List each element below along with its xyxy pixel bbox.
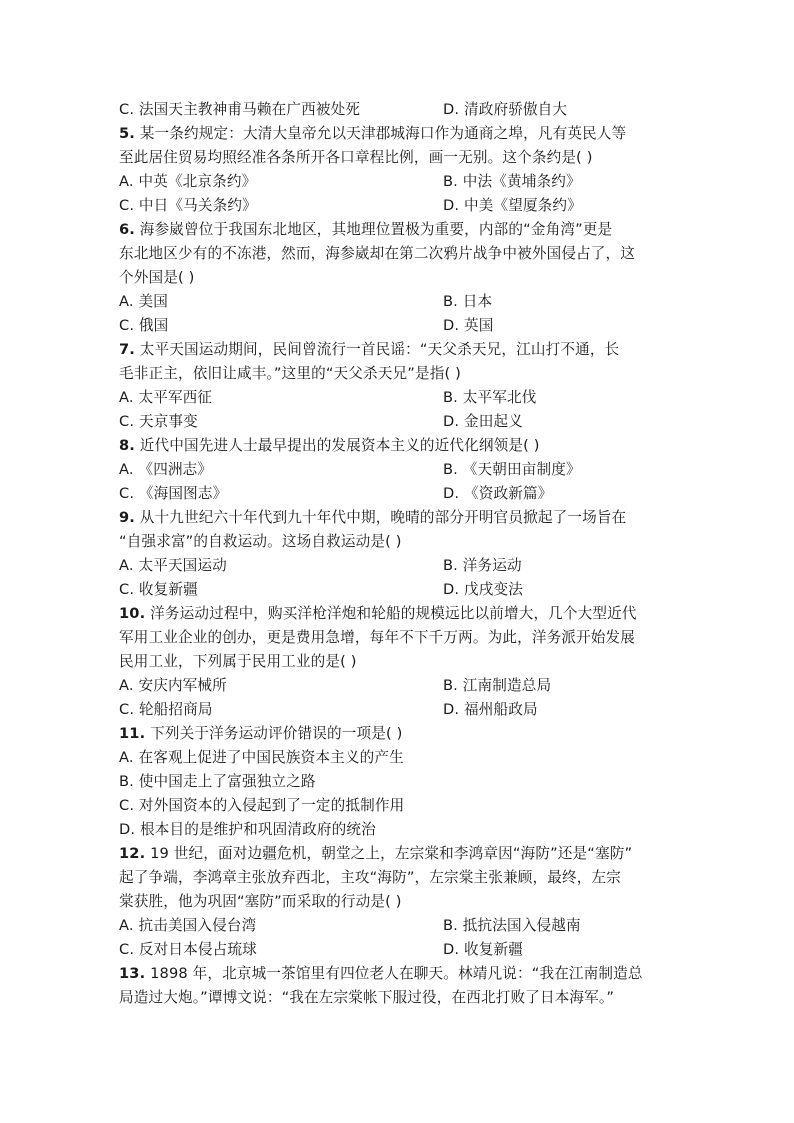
option-left: A. 太平军西征 xyxy=(119,389,213,406)
question-stem xyxy=(119,338,679,362)
line-text: 棠获胜，他为巩固“塞防”而采取的行动是( ) xyxy=(119,893,402,910)
text-line xyxy=(119,890,679,914)
option-left: C. 中日《马关条约》 xyxy=(119,197,257,214)
line-text: 从十九世纪六十年代到九十年代中期，晚晴的部分开明官员掀起了一场旨在 xyxy=(135,509,627,526)
question-stem xyxy=(119,122,679,146)
option-left: C. 轮船招商局 xyxy=(119,701,213,718)
option-left: A. 太平天国运动 xyxy=(119,557,227,574)
line-text: 起了争端，李鸿章主张放弃西北，主攻“海防”，左宗棠主张兼顾，最终，左宗 xyxy=(119,869,621,886)
question-number: 11. xyxy=(119,725,146,742)
option-row xyxy=(119,914,679,938)
text-line xyxy=(119,770,679,794)
text-line xyxy=(119,530,679,554)
question-number: 13. xyxy=(119,965,146,982)
line-text: D. 根本目的是维护和巩固清政府的统治 xyxy=(119,821,376,838)
line-text: 某一条约规定：大清大皇帝允以天津郡城海口作为通商之埠，凡有英民人等 xyxy=(135,125,627,142)
option-right: B. 《天朝田亩制度》 xyxy=(443,461,581,478)
line-text: A. 在客观上促进了中国民族资本主义的产生 xyxy=(119,749,404,766)
option-left: C. 《海国图志》 xyxy=(119,485,228,502)
question-number: 12. xyxy=(119,845,146,862)
option-row xyxy=(119,98,679,122)
text-line xyxy=(119,794,679,818)
line-text: 下列关于洋务运动评价错误的一项是( ) xyxy=(145,725,403,742)
line-text: 毛非正主，依旧让咸丰。”这里的“天父杀天兄”是指( ) xyxy=(119,365,461,382)
text-line xyxy=(119,746,679,770)
question-stem xyxy=(119,218,679,242)
text-line xyxy=(119,986,679,1010)
line-text: 近代中国先进人士最早提出的发展资本主义的近代化纲领是( ) xyxy=(135,437,540,454)
option-left: C. 天京事变 xyxy=(119,413,198,430)
option-left: C. 收复新疆 xyxy=(119,581,198,598)
question-number: 9. xyxy=(119,509,135,526)
question-number: 6. xyxy=(119,221,135,238)
line-text: “自强求富”的自救运动。这场自救运动是( ) xyxy=(119,533,402,550)
option-right: D. 戊戌变法 xyxy=(443,581,523,598)
option-row xyxy=(119,938,679,962)
line-text: 个外国是( ) xyxy=(119,269,195,286)
option-left: C. 法国天主教神甫马赖在广西被处死 xyxy=(119,101,361,118)
option-left: A. 中英《北京条约》 xyxy=(119,173,257,190)
option-right: D. 收复新疆 xyxy=(443,941,523,958)
text-line xyxy=(119,866,679,890)
option-left: C. 反对日本侵占琉球 xyxy=(119,941,257,958)
line-text: 19 世纪，面对边疆危机，朝堂之上，左宗棠和李鸿章因“海防”还是“塞防” xyxy=(145,845,633,862)
question-number: 10. xyxy=(119,605,146,622)
option-left: C. 俄国 xyxy=(119,317,169,334)
option-row xyxy=(119,290,679,314)
option-right: D. 英国 xyxy=(443,317,494,334)
option-row xyxy=(119,314,679,338)
text-line xyxy=(119,650,679,674)
option-right: D. 中美《望厦条约》 xyxy=(443,197,582,214)
question-number: 7. xyxy=(119,341,135,358)
option-row xyxy=(119,458,679,482)
text-line xyxy=(119,362,679,386)
line-text: 东北地区少有的不冻港，然而，海参崴却在第二次鸦片战争中被外国侵占了，这 xyxy=(119,245,636,262)
option-row xyxy=(119,674,679,698)
question-stem xyxy=(119,962,679,986)
line-text: 局造过大炮。”谭博文说：“我在左宗棠帐下服过役，在西北打败了日本海军。” xyxy=(119,989,615,1006)
text-line xyxy=(119,266,679,290)
line-text: 1898 年，北京城一茶馆里有四位老人在聊天。林靖凡说：“我在江南制造总 xyxy=(145,965,643,982)
option-row xyxy=(119,194,679,218)
question-stem xyxy=(119,434,679,458)
question-number: 5. xyxy=(119,125,135,142)
option-row xyxy=(119,410,679,434)
question-number: 8. xyxy=(119,437,135,454)
option-right: B. 洋务运动 xyxy=(443,557,522,574)
option-right: B. 江南制造总局 xyxy=(443,677,552,694)
line-text: 至此居住贸易均照经准各条所开各口章程比例，画一无别。这个条约是( ) xyxy=(119,149,593,166)
line-text: 军用工业企业的创办，更是费用急增，每年不下千万两。为此，洋务派开始发展 xyxy=(119,629,636,646)
line-text: B. 使中国走上了富强独立之路 xyxy=(119,773,316,790)
option-row xyxy=(119,698,679,722)
text-line xyxy=(119,242,679,266)
option-left: A. 美国 xyxy=(119,293,168,310)
text-line xyxy=(119,626,679,650)
option-right: B. 日本 xyxy=(443,293,493,310)
line-text: 太平天国运动期间，民间曾流行一首民谣：“天父杀天兄，江山打不通，长 xyxy=(135,341,620,358)
option-right: B. 抵抗法国入侵越南 xyxy=(443,917,581,934)
question-stem xyxy=(119,842,679,866)
question-content xyxy=(119,98,679,1010)
text-line xyxy=(119,818,679,842)
text-line xyxy=(119,146,679,170)
option-row xyxy=(119,482,679,506)
line-text: 洋务运动过程中，购买洋枪洋炮和轮船的规模远比以前增大，几个大型近代 xyxy=(145,605,637,622)
document-page xyxy=(119,98,679,1010)
option-right: B. 太平军北伐 xyxy=(443,389,537,406)
option-right: D. 清政府骄傲自大 xyxy=(443,101,568,118)
line-text: C. 对外国资本的入侵起到了一定的抵制作用 xyxy=(119,797,405,814)
line-text: 民用工业，下列属于民用工业的是( ) xyxy=(119,653,357,670)
line-text: 海参崴曾位于我国东北地区，其地理位置极为重要，内部的“金角湾”更是 xyxy=(135,221,613,238)
question-stem xyxy=(119,506,679,530)
option-row xyxy=(119,170,679,194)
option-right: D. 金田起义 xyxy=(443,413,523,430)
option-left: A. 安庆内军械所 xyxy=(119,677,227,694)
question-stem xyxy=(119,722,679,746)
option-right: D. 《资政新篇》 xyxy=(443,485,553,502)
question-stem xyxy=(119,602,679,626)
option-left: A. 抗击美国入侵台湾 xyxy=(119,917,257,934)
option-right: B. 中法《黄埔条约》 xyxy=(443,173,581,190)
option-row xyxy=(119,578,679,602)
option-right: D. 福州船政局 xyxy=(443,701,538,718)
option-row xyxy=(119,554,679,578)
option-left: A. 《四洲志》 xyxy=(119,461,213,478)
option-row xyxy=(119,386,679,410)
